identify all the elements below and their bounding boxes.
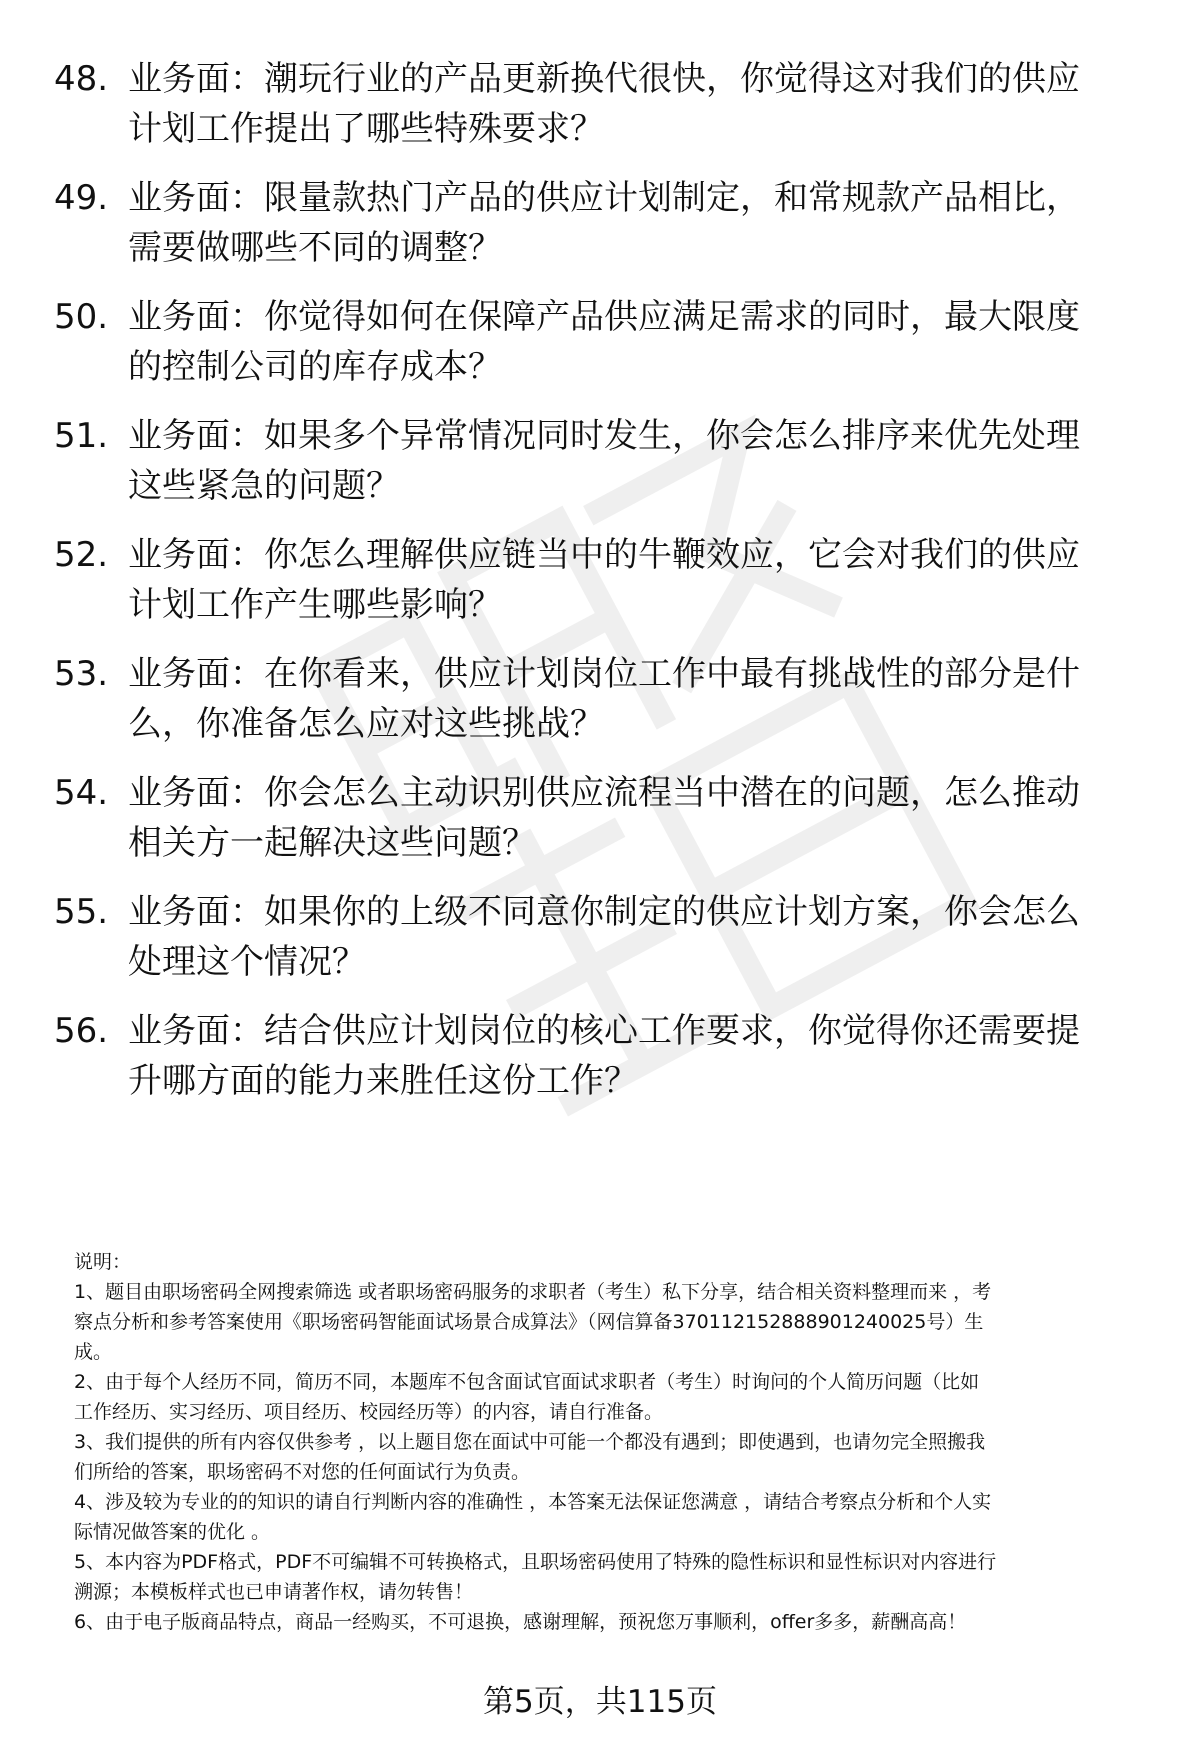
question-number: 52. xyxy=(54,535,109,575)
note-line: 际情况做答案的优化 。 xyxy=(74,1521,271,1543)
question-number: 55. xyxy=(54,892,109,932)
question-line: 业务面：你觉得如何在保障产品供应满足需求的同时，最大限度 xyxy=(128,297,1080,337)
note-line: 1、题目由职场密码全网搜索筛选 或者职场密码服务的求职者（考生）私下分享，结合相关资料整理而来 ，考 xyxy=(74,1281,992,1303)
question-item xyxy=(0,649,1200,749)
question-line: 的控制公司的库存成本？ xyxy=(128,347,502,387)
note-line: 溯源；本模板样式也已申请著作权，请勿转售！ xyxy=(74,1581,474,1603)
note-line: 们所给的答案，职场密码不对您的任何面试行为负责。 xyxy=(74,1461,531,1483)
question-item xyxy=(0,768,1200,868)
page-footer xyxy=(0,1682,1200,1722)
question-text xyxy=(128,768,1140,868)
note-line: 工作经历、实习经历、项目经历、校园经历等）的内容，请自行准备。 xyxy=(74,1401,664,1423)
question-text xyxy=(128,1006,1140,1106)
question-text xyxy=(128,292,1140,392)
note-line: 3、我们提供的所有内容仅供参考 ，以上题目您在面试中可能一个都没有遇到；即使遇到，也请勿完全照搬我 xyxy=(74,1431,986,1453)
note-line: 2、由于每个人经历不同，简历不同，本题库不包含面试官面试求职者（考生）时询问的个人简历问题（比如 xyxy=(74,1371,980,1393)
note-line: 6、由于电子版商品特点，商品一经购买，不可退换，感谢理解，预祝您万事顺利，offer多多，薪酬高高！ xyxy=(74,1611,967,1633)
question-line: 么，你准备怎么应对这些挑战？ xyxy=(128,704,604,744)
question-number: 50. xyxy=(54,297,109,337)
question-line: 业务面：结合供应计划岗位的核心工作要求，你觉得你还需要提 xyxy=(128,1011,1080,1051)
question-line: 这些紧急的问题？ xyxy=(128,466,400,506)
note-line: 察点分析和参考答案使用《职场密码智能面试场景合成算法》（网信算备370112152888901240025号）生 xyxy=(74,1311,984,1333)
page-number-label: 第5页，共115页 xyxy=(483,1684,717,1720)
question-text xyxy=(128,530,1140,630)
question-line: 业务面：如果你的上级不同意你制定的供应计划方案，你会怎么 xyxy=(128,892,1080,932)
question-item xyxy=(0,1006,1200,1106)
question-text xyxy=(128,54,1140,154)
question-text xyxy=(128,887,1140,987)
question-number: 56. xyxy=(54,1011,109,1051)
question-number: 49. xyxy=(54,178,109,218)
notes-heading: 说明： xyxy=(74,1251,132,1273)
question-line: 处理这个情况？ xyxy=(128,942,366,982)
question-item xyxy=(0,411,1200,511)
question-line: 计划工作产生哪些影响？ xyxy=(128,585,502,625)
question-line: 业务面：限量款热门产品的供应计划制定，和常规款产品相比， xyxy=(128,178,1080,218)
question-text xyxy=(128,173,1140,273)
question-number: 54. xyxy=(54,773,109,813)
question-item xyxy=(0,887,1200,987)
question-item xyxy=(0,292,1200,392)
notes-section xyxy=(74,1247,1164,1637)
note-line: 4、涉及较为专业的的知识的请自行判断内容的准确性 ，本答案无法保证您满意 ，请结合考察点分析和个人实 xyxy=(74,1491,992,1513)
question-text xyxy=(128,649,1140,749)
question-item xyxy=(0,173,1200,273)
question-item xyxy=(0,530,1200,630)
question-number: 51. xyxy=(54,416,109,456)
question-line: 相关方一起解决这些问题？ xyxy=(128,823,536,863)
question-text xyxy=(128,411,1140,511)
question-line: 业务面：你会怎么主动识别供应流程当中潜在的问题，怎么推动 xyxy=(128,773,1080,813)
note-line: 5、本内容为PDF格式，PDF不可编辑不可转换格式，且职场密码使用了特殊的隐性标识和显性标识对内容进行 xyxy=(74,1551,997,1573)
question-line: 业务面：在你看来，供应计划岗位工作中最有挑战性的部分是什 xyxy=(128,654,1080,694)
question-line: 业务面：如果多个异常情况同时发生，你会怎么排序来优先处理 xyxy=(128,416,1080,456)
question-line: 业务面：潮玩行业的产品更新换代很快，你觉得这对我们的供应 xyxy=(128,59,1080,99)
question-line: 升哪方面的能力来胜任这份工作？ xyxy=(128,1061,638,1101)
question-number: 48. xyxy=(54,59,109,99)
note-line: 成。 xyxy=(74,1341,113,1363)
question-item xyxy=(0,54,1200,154)
question-number: 53. xyxy=(54,654,109,694)
question-line: 业务面：你怎么理解供应链当中的牛鞭效应，它会对我们的供应 xyxy=(128,535,1080,575)
question-line: 需要做哪些不同的调整？ xyxy=(128,228,502,268)
question-line: 计划工作提出了哪些特殊要求？ xyxy=(128,109,604,149)
